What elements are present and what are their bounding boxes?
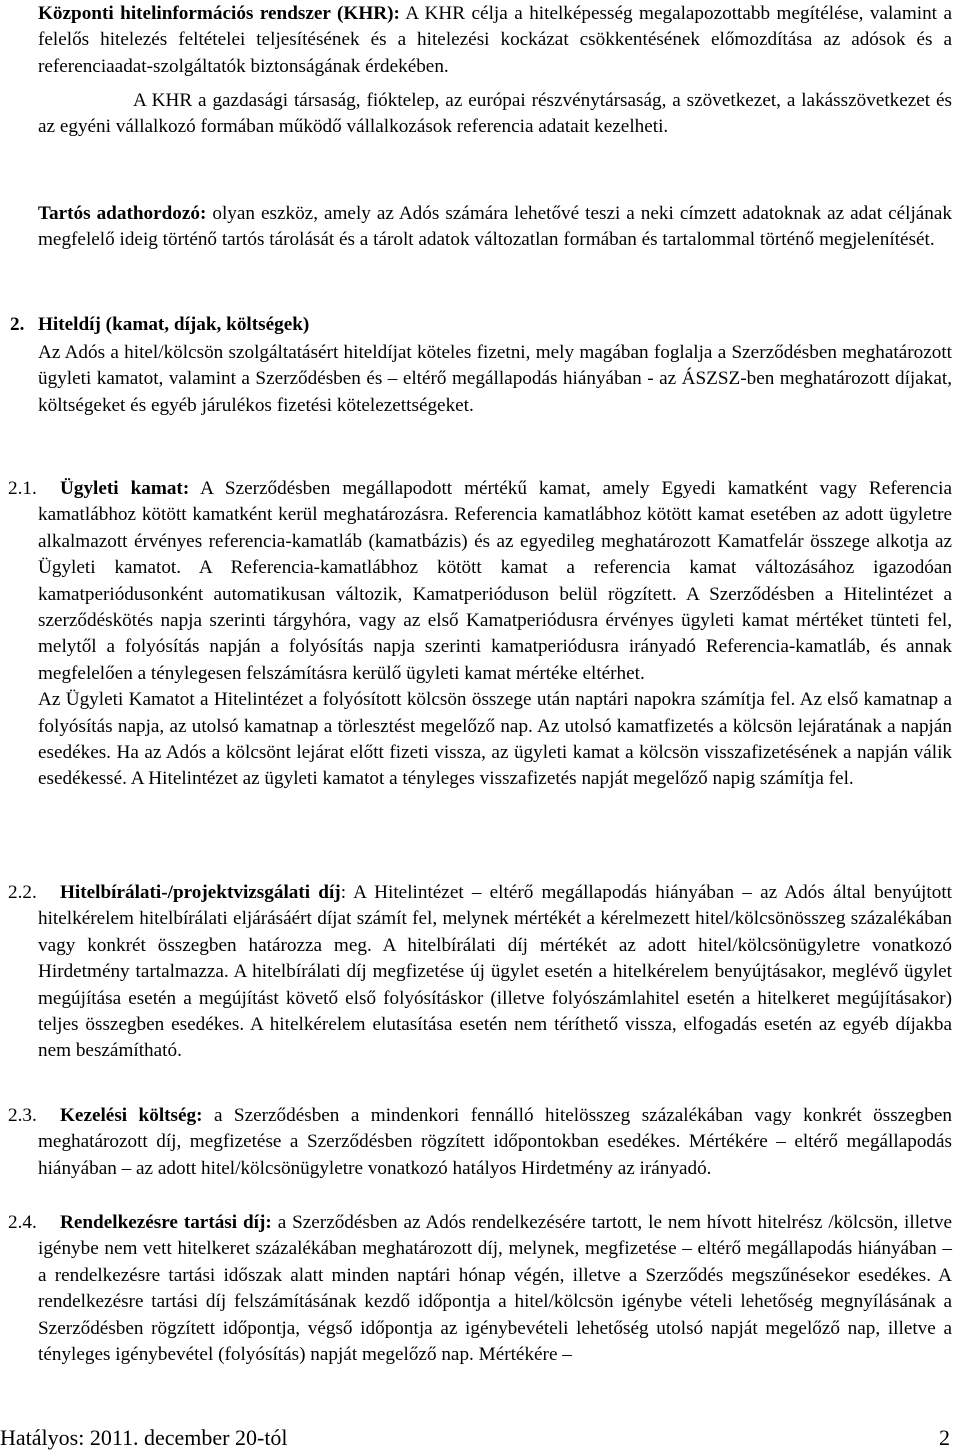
subsection-2-4-number: 2.4. (8, 1212, 37, 1233)
subsection-2-1 (8, 476, 952, 793)
subsection-2-2-paragraph (38, 880, 952, 1065)
subsection-2-3 (8, 1103, 952, 1182)
subsection-2-4-paragraph (38, 1210, 952, 1368)
section-2-number: 2. (10, 314, 25, 335)
subsection-2-1-number: 2.1. (8, 478, 37, 499)
section-2-title: Hiteldíj (kamat, díjak, költségek) (38, 314, 310, 335)
subsection-2-3-number: 2.3. (8, 1105, 37, 1126)
subsection-2-3-paragraph (38, 1103, 952, 1182)
subsection-2-1-text: A Szerződésben megállapodott mértékű kamat, amely Egyedi kamatként vagy Referencia kamatlábhoz kötött kamatként kerül meghatározásra. Referencia kamatlábhoz kötött kamat esetében az adott ügyletre alkalmazott érvényes referencia-kamatláb (kamatbázis) és az egyedileg meghatározott Kamatfelár összege alkotja az Ügyleti kamatot. A Referencia-kamatlábhoz kötött kamat a referencia kamat változásához igazodóan kamatperiódusonként automatikusan változik, Kamatperióduson belül rögzített. A Szerződésben a Hitelintézet a szerződéskötés napja szerinti tárgyhóra, vagy az első Kamatperiódusra érvényes ügyleti kamat mértéket tünteti fel, melytől a folyósítás napján a folyósítás napja szerinti kamatperiódusra irányadó Referencia-kamatláb, és annak megfelelően a ténylegesen felszámításra kerülő ügyleti kamat mértéke eltérhet. (38, 478, 953, 684)
subsection-2-4-term: Rendelkezésre tartási díj: (60, 1212, 272, 1233)
subsection-2-2 (8, 880, 952, 1065)
khr-text: A KHR célja a hitelképesség megalapozottabb megítélése, valamint a felelős hitelezés feltételei teljesítésének és a hitelezési kockázat csökkentésének előmozdítása az adósok és a referenciaadat-szolgáltatók biztonságának érdekében. (38, 3, 952, 77)
tartos-term: Tartós adathordozó: (38, 203, 207, 224)
section-2-body: Az Adós a hitel/kölcsön szolgáltatásért hiteldíjat köteles fizetni, mely magában foglalja a Szerződésben meghatározott ügyleti kamatot, valamint a Szerződésben és – eltérő megállapodás hiányában - az ÁSZSZ-ben meghatározott díjakat, költségeket és egyéb járulékos fizetési kötelezettségeket. (38, 342, 952, 416)
subsection-2-1-paragraph-2: Az Ügyleti Kamatot a Hitelintézet a folyósított kölcsön összege után naptári napokra számítja fel. Az első kamatnap a folyósítás napja, az utolsó kamatnap a törlesztést megelőző nap. Az utolsó kamatfizetés a kölcsön lejáratának a napján esedékes. Ha az Adós a kölcsönt lejárat előtt fizeti vissza, az ügyleti kamat a kölcsön visszafizetésének a napján válik esedékessé. A Hitelintézet az ügyleti kamatot a tényleges visszafizetés napját megelőző napig számítja fel. (38, 689, 952, 790)
subsection-2-4-text: a Szerződésben az Adós rendelkezésére tartott, le nem hívott hitelrész /kölcsön, illetve igénybe nem vett hitelkeret százalékában meghatározott díj, melynek, megfizetése – eltérő megállapodás hiányában – a rendelkezésre tartási időszak alatt minden naptári hónap végén, illetve a Szerződés megszűnésekor esedékes. A rendelkezésre tartási díj felszámításának kezdő időpontja a hitel/kölcsön igénybe vételi lehetőség megnyílásának a Szerződésben rögzített időpontja, végső időpontja az igénybevételi lehetőség utolsó napját megelőző nap, illetve a tényleges igénybevétel (folyósítás) napját megelőző nap. Mértékére – (38, 1212, 953, 1366)
khr-paragraph-continued (38, 88, 952, 141)
page-number: 2 (939, 1425, 950, 1450)
khr-paragraph (38, 1, 952, 80)
effective-date: Hatályos: 2011. december 20-tól (0, 1425, 288, 1450)
khr-text-2: A KHR a gazdasági társaság, fióktelep, az európai részvénytársaság, a szövetkezet, a lakásszövetkezet és az egyéni vállalkozó formában működő vállalkozások referencia adatait kezelheti. (38, 90, 952, 138)
subsection-2-3-text: a Szerződésben a mindenkori fennálló hitelösszeg százalékában vagy konkrét összegben meghatározott díj, megfizetése a Szerződésben rögzített időpontokban esedékes. Mértékére – eltérő megállapodás hiányában – az adott hitel/kölcsönügyletre vonatkozó hatályos Hirdetmény az irányadó. (38, 1105, 952, 1179)
tartos-paragraph (38, 201, 952, 254)
tartos-text: olyan eszköz, amely az Adós számára lehetővé teszi a neki címzett adatoknak az adat céljának megfelelő ideig történő tartós tárolását és a tárolt adatok változatlan formában és tartalommal történő megjelenítését. (38, 203, 952, 251)
subsection-2-2-term: Hitelbírálati-/projektvizsgálati díj (60, 882, 341, 903)
subsection-2-4 (8, 1210, 952, 1368)
subsection-2-1-paragraph (38, 476, 952, 687)
subsection-2-2-text: : A Hitelintézet – eltérő megállapodás hiányában – az Adós által benyújtott hitelkérelem hitelbírálati eljárásáért díjat számít fel, melynek mértékét a kérelmezett hitel/kölcsönösszeg százalékában vagy konkrét összegben határozza meg. A hitelbírálati díj mértékét az adott hitel/kölcsönügyletre vonatkozó Hirdetmény tartalmazza. A hitelbírálati díj megfizetése új ügylet esetén a hitelkérelem benyújtásakor, meglévő ügylet megújítása esetén a megújítást követő első folyósításkor (illetve folyószámlahitel esetén a hitelkeret megújításakor) teljes összegben esedékes. A hitelkérelem elutasítása esetén nem téríthető vissza, elfogadás esetén az egyéb díjakba nem beszámítható. (38, 882, 952, 1062)
khr-term: Központi hitelinformációs rendszer (KHR): (38, 3, 400, 24)
subsection-2-2-number: 2.2. (8, 882, 37, 903)
subsection-2-1-term: Ügyleti kamat: (60, 478, 190, 499)
section-2-heading (10, 312, 309, 338)
subsection-2-3-term: Kezelési költség: (60, 1105, 203, 1126)
